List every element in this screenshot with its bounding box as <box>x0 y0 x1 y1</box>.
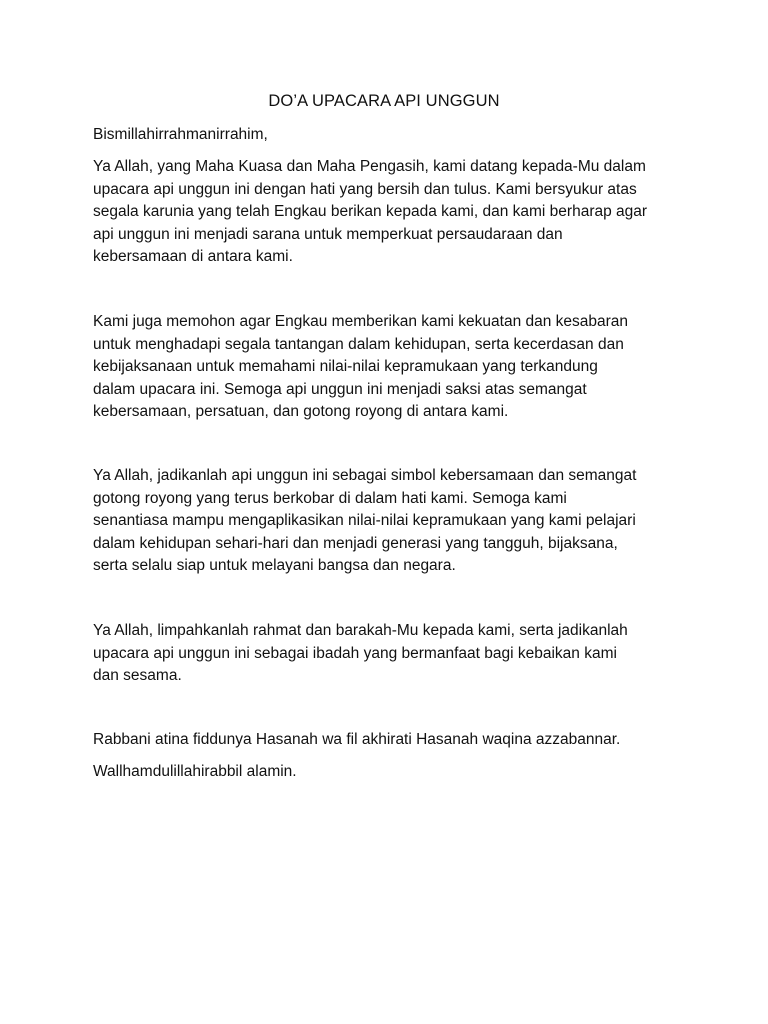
paragraph-line: upacara api unggun ini dengan hati yang bersih dan tulus. Kami bersyukur atas <box>93 180 637 198</box>
paragraph-line: kebersamaan di antara kami. <box>93 248 293 266</box>
paragraph-line: Kami juga memohon agar Engkau memberikan kami kekuatan dan kesabaran <box>93 313 629 330</box>
paragraph-1 <box>93 156 683 269</box>
paragraph-4 <box>93 620 683 688</box>
paragraph-line: dan sesama. <box>93 667 182 685</box>
paragraph-line: gotong royong yang terus berkobar di dalam hati kami. Semoga kami <box>93 489 567 507</box>
paragraph-line: serta selalu siap untuk melayani bangsa dan negara. <box>93 557 456 575</box>
paragraph-line: Ya Allah, jadikanlah api unggun ini sebagai simbol kebersamaan dan semangat <box>93 467 637 484</box>
paragraph-line: Ya Allah, limpahkanlah rahmat dan barakah-Mu kepada kami, serta jadikanlah <box>93 622 628 639</box>
paragraph-3 <box>93 465 683 578</box>
paragraph-line: untuk menghadapi segala tantangan dalam kehidupan, serta kecerdasan dan <box>93 335 624 353</box>
greeting-line: Bismillahirrahmanirrahim, <box>93 126 268 143</box>
paragraph-line: senantiasa mampu mengaplikasikan nilai-nilai kepramukaan yang kami pelajari <box>93 512 636 530</box>
paragraph-line: upacara api unggun ini sebagai ibadah yang bermanfaat bagi kebaikan kami <box>93 644 617 662</box>
document-title: DO’A UPACARA API UNGGUN <box>268 92 500 110</box>
paragraph-line: dalam upacara ini. Semoga api unggun ini menjadi saksi atas semangat <box>93 380 587 398</box>
paragraph-line: kebijaksanaan untuk memahami nilai-nilai kepramukaan yang terkandung <box>93 358 598 376</box>
paragraph-line: api unggun ini menjadi sarana untuk memperkuat persaudaraan dan <box>93 225 563 243</box>
paragraph-2 <box>93 311 683 424</box>
paragraph-line: segala karunia yang telah Engkau berikan kepada kami, dan kami berharap agar <box>93 203 648 221</box>
paragraph-line: dalam kehidupan sehari-hari dan menjadi generasi yang tangguh, bijaksana, <box>93 534 618 552</box>
closing-line: Wallhamdulillahirabbil alamin. <box>93 763 297 780</box>
paragraph-line: Ya Allah, yang Maha Kuasa dan Maha Pengasih, kami datang kepada-Mu dalam <box>93 158 646 175</box>
paragraph-line: kebersamaan, persatuan, dan gotong royong di antara kami. <box>93 403 509 421</box>
doa-line: Rabbani atina fiddunya Hasanah wa fil akhirati Hasanah waqina azzabannar. <box>93 731 621 748</box>
